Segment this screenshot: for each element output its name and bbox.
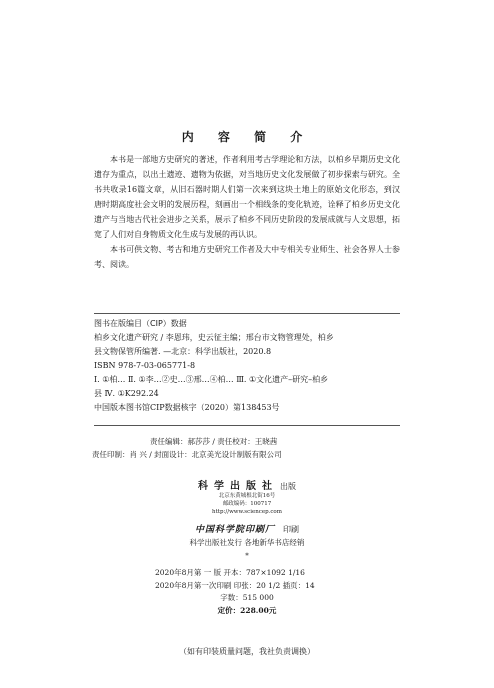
cip-heading: 图书在版编目（CIP）数据 [94,319,187,328]
publisher-name: 科学出版社 [198,481,278,492]
quality-notice: （如有印装质量问题，我社负责调换） [179,647,315,656]
printer-name: 中国科学院印刷厂 [194,525,275,535]
cip-bottom-rule [94,425,400,426]
price-line [155,605,339,618]
price-value: 228.00元 [240,605,277,615]
publisher-website: http://www.sciencep.com [212,509,282,515]
cip-line-2: 县文物保管所编著. —北京：科学出版社，2020.8 [94,347,272,356]
cip-line-4: Ⅰ. ①柏… Ⅱ. ①李…②史…③邢…④柏… Ⅲ. ①文化遗产–研究–柏乡 [94,375,329,384]
publisher-suffix: 出版 [280,482,296,491]
cip-line-5: 县 Ⅳ. ①K292.24 [94,389,159,398]
printer-suffix: 印刷 [283,525,299,534]
edition-line: 2020年8月第 一 版 开本：787×1092 1/16 [155,568,305,577]
distribution-line: 科学出版社发行 各地新华书店经销 [189,538,305,547]
abstract [94,152,400,272]
section-title: 内 容 简 介 [181,130,313,144]
cip-number: 中国版本图书馆CIP数据核字（2020）第138453号 [94,403,280,412]
cip-isbn: ISBN 978-7-03-065771-8 [94,361,196,370]
book-specs [155,567,355,617]
editorial-credits [92,435,400,461]
abstract-paragraph-2: 本书可供文物、考古和地方史研究工作者及大中专相关专业师生、社会各界人士参考、阅读。 [94,245,400,269]
editor-credit-row-1: 责任编辑：郝莎莎 / 责任校对：王晓茜 [150,437,278,446]
printer-line [0,522,494,535]
publisher-postcode: 邮政编码：100717 [222,501,272,507]
abstract-paragraph-1: 本书是一部地方史研究的著述，作者利用考古学理论和方法，以柏乡早期历史文化遗存为重点，以出土遗迹、遗物为依据，对当地历史文化发展做了初步探索与研究。全书共收录16篇文章，从旧石器时期人们第一次来到这块土地上的原始文化形态，到汉唐时期高度社会文明的发展历程，刻画出一个相线条的变化轨迹，诠释了柏乡历史文化遗产与当地古代社会进步之关系，展示了柏乡不同历史阶段的发展成就与人文思想，拓宽了人们对自身物质文化生成与发展的再认识。 [94,155,400,239]
price-label: 定价： [217,605,241,615]
publisher-logo-line [0,477,494,492]
cip-data-block [94,313,400,415]
publisher-address: 北京东黄城根北街16号 [218,493,276,499]
cip-line-1: 柏乡文化遗产研究 / 李恩玮，史云征主编；邢台市文物管理处，柏乡 [94,333,334,342]
word-count: 字数：515 000 [220,593,274,602]
editor-credit-row-2: 责任印制：肖 兴 / 封面设计：北京美光设计制版有限公司 [92,450,282,459]
separator-star: * [245,552,249,560]
publisher-block [0,477,494,560]
printing-line: 2020年8月第一次印刷 印张：20 1/2 插页：14 [155,580,315,590]
